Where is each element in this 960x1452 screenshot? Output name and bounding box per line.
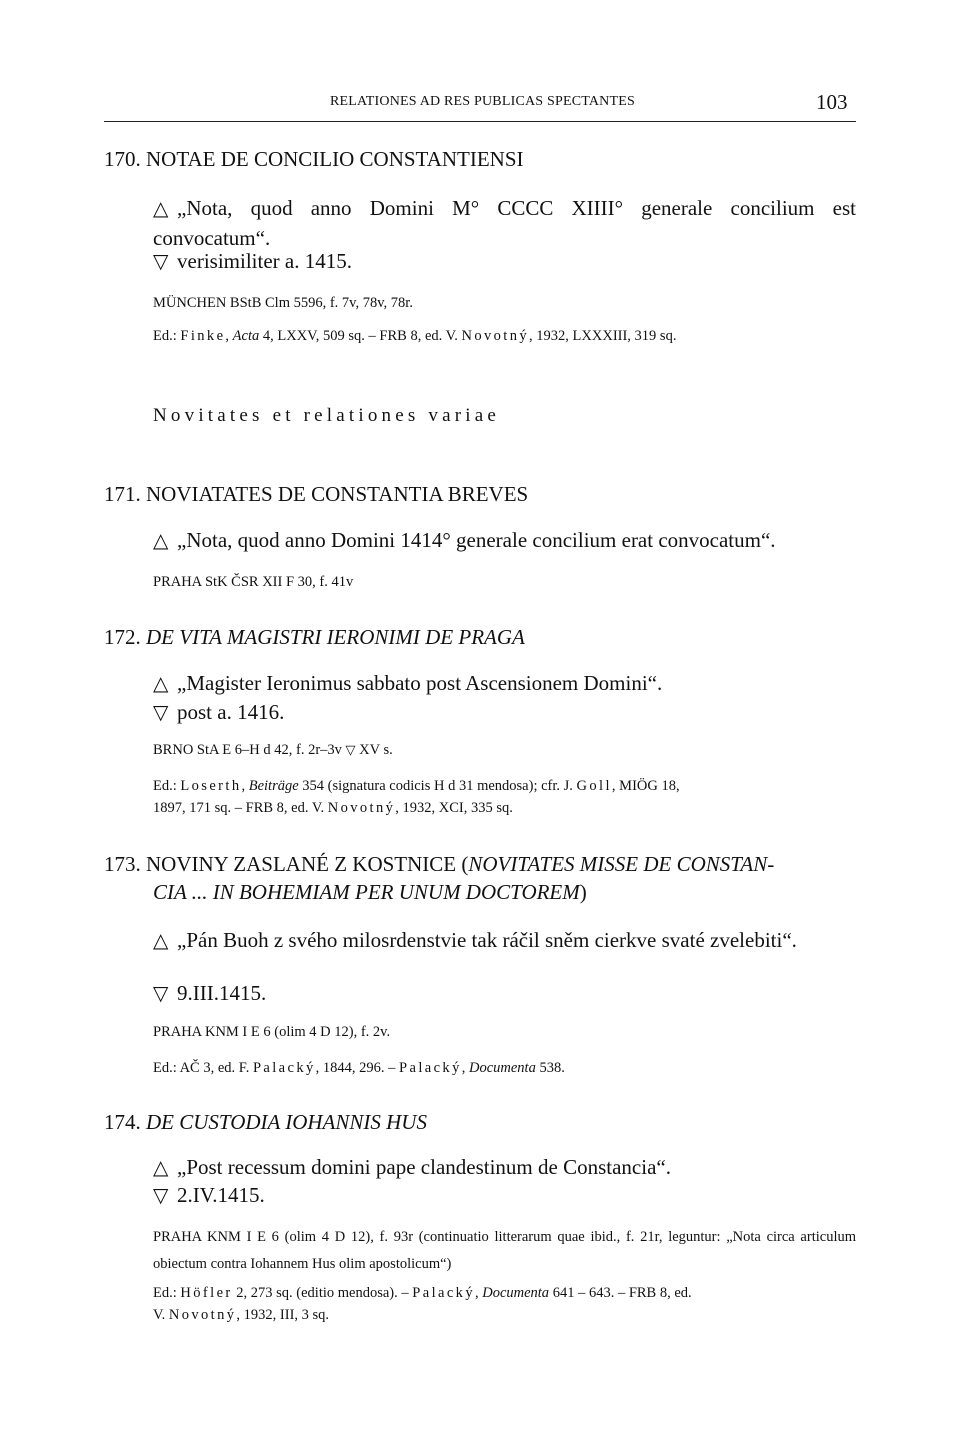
entry-173-date bbox=[153, 981, 266, 1006]
explicit-triangle-icon: ▽ bbox=[153, 981, 169, 1005]
incipit-triangle-icon: △ bbox=[153, 196, 169, 220]
ed-work-title: Acta bbox=[232, 328, 260, 344]
entry-174-date bbox=[153, 1183, 265, 1208]
incipit-triangle-icon: △ bbox=[153, 671, 169, 695]
incipit-text: „Nota, quod anno Domini 1414° generale concilium erat convocatum“. bbox=[177, 528, 776, 552]
entry-title: DE CUSTODIA IOHANNIS HUS bbox=[146, 1110, 427, 1134]
entry-title-latin: CIA ... IN BOHEMIAM PER UNUM DOCTOREM bbox=[153, 880, 580, 904]
entry-171-heading bbox=[104, 482, 528, 507]
entry-172-editions-cont bbox=[153, 800, 513, 817]
ed-rest: 1897, 171 sq. – FRB 8, ed. V. bbox=[153, 800, 328, 816]
entry-title: NOTAE DE CONCILIO CONSTANTIENSI bbox=[146, 147, 524, 171]
entry-title: ) bbox=[579, 880, 587, 904]
ed-rest: 4, LXXV, 509 sq. – FRB 8, ed. V. bbox=[259, 328, 462, 344]
entry-172-editions bbox=[153, 773, 856, 800]
ed-author: Palacký bbox=[399, 1060, 462, 1076]
entry-173-heading bbox=[104, 852, 774, 877]
ed-rest: 354 (signatura codicis H d 31 mendosa); cfr. J. bbox=[298, 778, 577, 794]
entry-title: NOVINY ZASLANÉ Z KOSTNICE ( bbox=[146, 852, 469, 876]
header-rule bbox=[104, 121, 856, 122]
incipit-text: „Magister Ieronimus sabbato post Ascensionem Domini“. bbox=[177, 671, 663, 695]
ed-rest: 641 – 643. – FRB 8, ed. bbox=[549, 1285, 692, 1301]
explicit-triangle-icon: ▽ bbox=[153, 249, 169, 273]
incipit-text: „Nota, quod anno Domini M° CCCC XIIII° generale concilium est convocatum“. bbox=[153, 196, 856, 250]
incipit-text: „Post recessum domini pape clandestinum de Constancia“. bbox=[177, 1155, 671, 1179]
entry-174-manuscript: PRAHA KNM I E 6 (olim 4 D 12), f. 93r (continuatio litterarum quae ibid., f. 21r, leguntur: „Nota circa articulum obiectum contra Iohannem Hus olim apostolicum“) bbox=[153, 1229, 856, 1272]
ed-sep: , bbox=[241, 778, 249, 794]
ms-text: BRNO StA E 6–H d 42, f. 2r–3v bbox=[153, 742, 342, 758]
entry-174-editions-cont bbox=[153, 1307, 329, 1324]
explicit-triangle-icon: ▽ bbox=[153, 1183, 169, 1207]
page-number: 103 bbox=[816, 90, 848, 114]
ed-rest: , 1932, III, 3 sq. bbox=[236, 1307, 330, 1323]
date-text: post a. 1416. bbox=[177, 700, 285, 724]
entry-170-date bbox=[153, 249, 352, 274]
ed-author: Novotný bbox=[168, 1307, 237, 1323]
ed-work-title: Documenta bbox=[482, 1285, 550, 1301]
explicit-triangle-icon: ▽ bbox=[345, 743, 356, 758]
ms-date: XV s. bbox=[359, 742, 393, 758]
incipit-triangle-icon: △ bbox=[153, 528, 169, 552]
entry-174-editions bbox=[153, 1280, 856, 1307]
entry-173-heading-cont bbox=[153, 880, 587, 905]
ed-prefix: Ed.: bbox=[153, 778, 181, 794]
entry-171-incipit bbox=[153, 528, 776, 553]
incipit-text: „Pán Buoh z svého milosrdenstvie tak ráčil sněm cierkve svaté zvelebiti“. bbox=[177, 928, 797, 952]
ed-prefix: Ed.: bbox=[153, 1285, 181, 1301]
ed-author: Finke bbox=[180, 328, 226, 344]
entry-174-incipit bbox=[153, 1155, 671, 1180]
ed-sep: , bbox=[225, 328, 233, 344]
entry-title: NOVIATATES DE CONSTANTIA BREVES bbox=[146, 482, 529, 506]
entry-title: DE VITA MAGISTRI IERONIMI DE PRAGA bbox=[146, 625, 525, 649]
ed-rest: , 1844, 296. – bbox=[315, 1060, 400, 1076]
entry-172-manuscript bbox=[153, 742, 393, 759]
entry-172-date bbox=[153, 700, 284, 725]
ed-author: Loserth bbox=[180, 778, 242, 794]
ed-author: Palacký bbox=[252, 1060, 316, 1076]
entry-172-incipit bbox=[153, 671, 662, 696]
entry-174-heading bbox=[104, 1110, 427, 1135]
ed-rest: , 1932, XCI, 335 sq. bbox=[395, 800, 513, 816]
ed-prefix: Ed.: AČ 3, ed. F. bbox=[153, 1060, 253, 1076]
ed-prefix: Ed.: bbox=[153, 328, 181, 344]
explicit-triangle-icon: ▽ bbox=[153, 700, 169, 724]
entry-number: 174. bbox=[104, 1110, 141, 1134]
ed-rest: 538. bbox=[535, 1060, 565, 1076]
ed-sep: , bbox=[474, 1285, 483, 1301]
ed-sep: , bbox=[461, 1060, 469, 1076]
incipit-triangle-icon: △ bbox=[153, 1155, 169, 1179]
incipit-triangle-icon: △ bbox=[153, 928, 169, 952]
ed-author: Novotný bbox=[327, 800, 396, 816]
entry-170-heading bbox=[104, 147, 524, 172]
entry-number: 172. bbox=[104, 625, 141, 649]
ed-author: Höfler bbox=[180, 1285, 233, 1301]
entry-title-latin: NOVITATES MISSE DE CONSTAN- bbox=[468, 852, 775, 876]
entry-172-heading bbox=[104, 625, 525, 650]
entry-173-editions bbox=[153, 1060, 565, 1077]
entry-170-manuscript: MÜNCHEN BStB Clm 5596, f. 7v, 78v, 78r. bbox=[153, 295, 413, 311]
date-text: verisimiliter a. 1415. bbox=[177, 249, 352, 273]
ed-rest: , 1932, LXXXIII, 319 sq. bbox=[529, 328, 677, 344]
ed-author: Palacký bbox=[412, 1285, 475, 1301]
ed-work-title: Documenta bbox=[468, 1060, 536, 1076]
entry-number: 170. bbox=[104, 147, 141, 171]
ed-rest: , MIÖG 18, bbox=[611, 778, 680, 794]
ed-author: Goll bbox=[576, 778, 612, 794]
section-heading: Novitates et relationes variae bbox=[153, 405, 501, 426]
ed-rest: 2, 273 sq. (editio mendosa). – bbox=[232, 1285, 413, 1301]
entry-171-manuscript: PRAHA StK ČSR XII F 30, f. 41v bbox=[153, 574, 354, 590]
entry-170-editions bbox=[153, 328, 676, 345]
ed-work-title: Beiträge bbox=[248, 778, 299, 794]
ed-author: Novotný bbox=[461, 328, 530, 344]
date-text: 9.III.1415. bbox=[177, 981, 267, 1005]
entry-170-incipit bbox=[153, 193, 856, 253]
entry-number: 171. bbox=[104, 482, 141, 506]
entry-173-incipit bbox=[153, 925, 856, 955]
running-header-title: RELATIONES AD RES PUBLICAS SPECTANTES bbox=[330, 94, 635, 109]
entry-number: 173. bbox=[104, 852, 141, 876]
date-text: 2.IV.1415. bbox=[177, 1183, 265, 1207]
ed-rest: V. bbox=[153, 1307, 169, 1323]
entry-173-manuscript: PRAHA KNM I E 6 (olim 4 D 12), f. 2v. bbox=[153, 1024, 391, 1040]
